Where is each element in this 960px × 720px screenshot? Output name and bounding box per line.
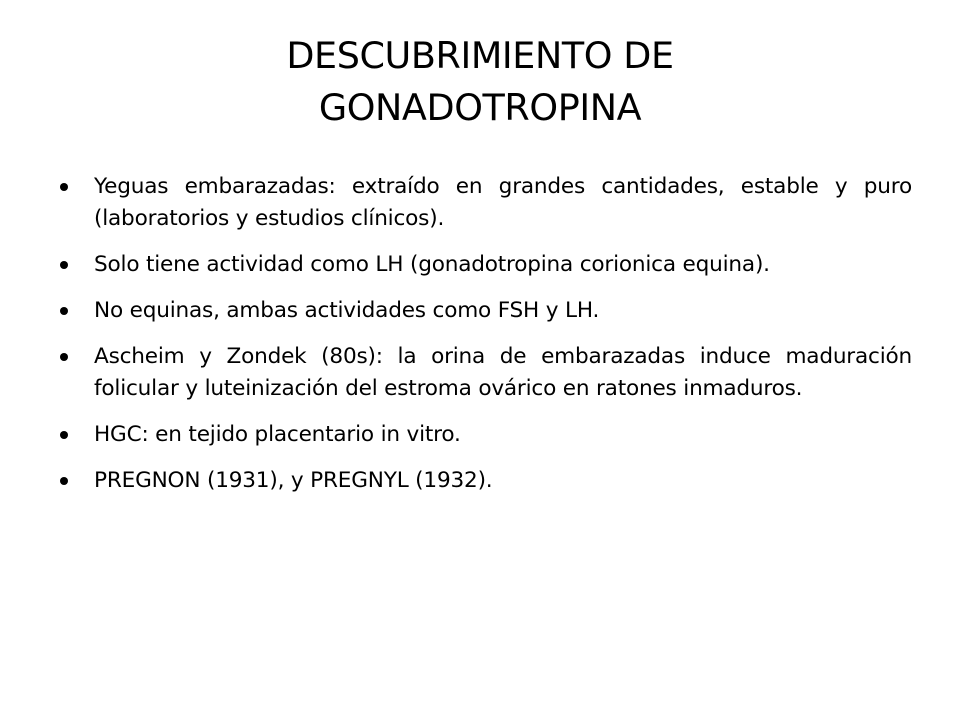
bullet-text: Ascheim y Zondek (80s): la orina de embarazadas induce maduración folicular y luteinización del estroma ovárico en ratones inmaduros. — [94, 344, 912, 401]
bullet-icon — [60, 353, 68, 361]
bullet-icon — [60, 477, 68, 485]
bullet-text: HGC: en tejido placentario in vitro. — [94, 422, 461, 447]
bullet-item — [48, 171, 912, 235]
bullet-item — [48, 465, 912, 497]
bullet-item — [48, 419, 912, 451]
bullet-item — [48, 341, 912, 405]
bullet-text: PREGNON (1931), y PREGNYL (1932). — [94, 468, 493, 493]
slide-title-line-2: GONADOTROPINA — [318, 86, 642, 129]
bullet-icon — [60, 261, 68, 269]
bullet-icon — [60, 307, 68, 315]
bullet-list — [48, 171, 912, 511]
slide-title-line-1: DESCUBRIMIENTO DE — [286, 34, 674, 77]
bullet-text: No equinas, ambas actividades como FSH y LH. — [94, 298, 600, 323]
bullet-item — [48, 295, 912, 327]
bullet-icon — [60, 183, 68, 191]
slide-title — [48, 30, 912, 134]
bullet-text: Yeguas embarazadas: extraído en grandes cantidades, estable y puro (laboratorios y estudios clínicos). — [94, 174, 912, 231]
bullet-item — [48, 249, 912, 281]
bullet-icon — [60, 431, 68, 439]
bullet-text: Solo tiene actividad como LH (gonadotropina corionica equina). — [94, 252, 770, 277]
